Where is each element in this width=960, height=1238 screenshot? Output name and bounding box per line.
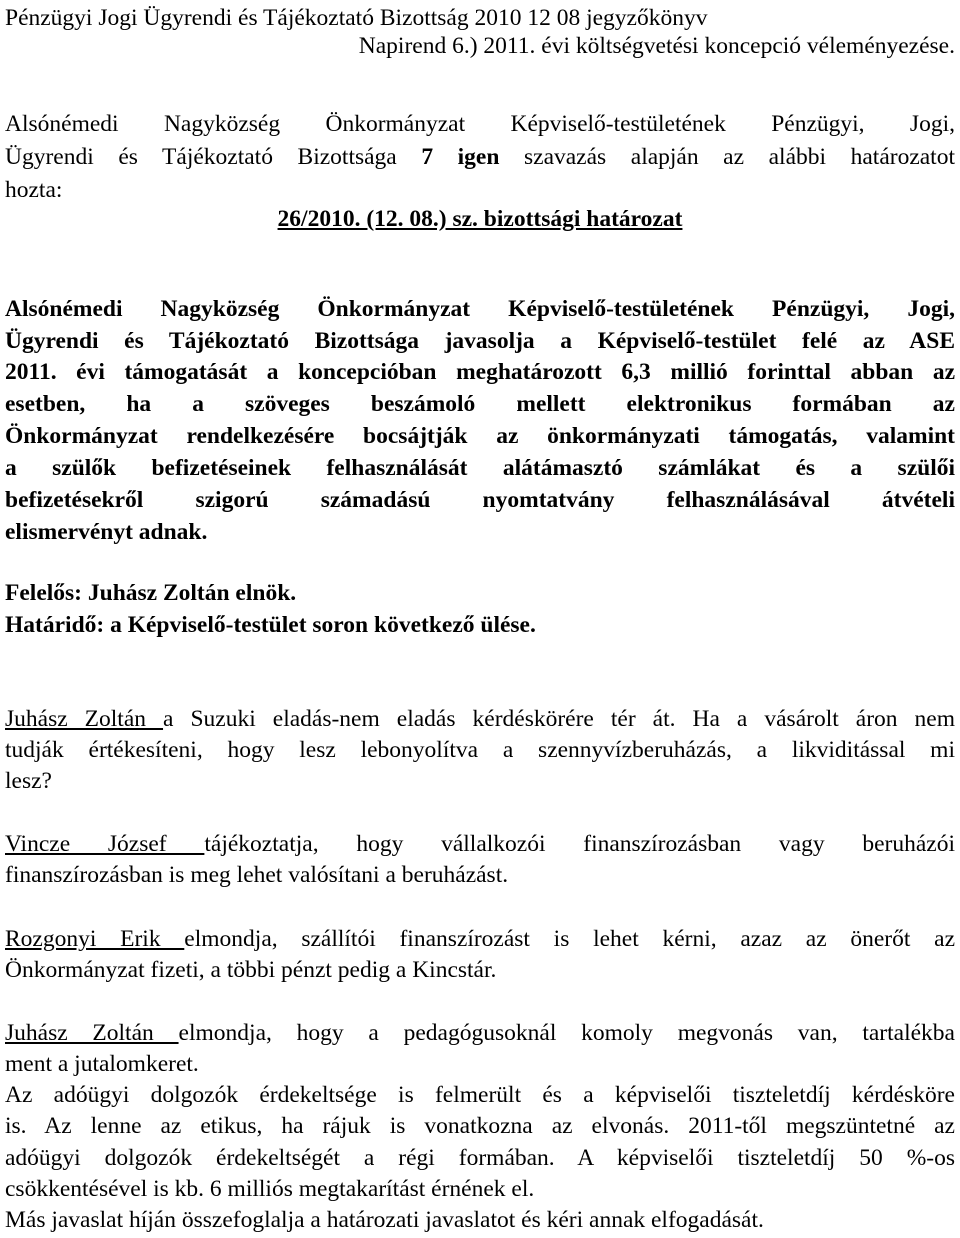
discussion-p4-line-1 — [5, 1019, 955, 1047]
speaker-name: Vincze József — [5, 831, 205, 857]
speaker-name: Juhász Zoltán — [5, 1020, 179, 1046]
intro-line-1: Alsónémedi Nagyközség Önkormányzat Képviselő-testületének Pénzügyi, Jogi, — [5, 111, 955, 137]
intro-line-3: hozta: — [5, 177, 63, 203]
resolution-line-3: 2011. évi támogatását a koncepcióban meghatározott 6,3 millió forinttal abban az — [5, 359, 955, 385]
resolution-deadline: Határidő: a Képviselő-testület soron következő ülése. — [5, 612, 536, 638]
intro-line-2-post: szavazás alapján az alábbi határozatot — [499, 144, 955, 170]
speaker-name: Rozgonyi Erik — [5, 926, 185, 952]
vote-count: 7 igen — [421, 144, 500, 170]
discussion-p5-line-3: adóügyi dolgozók érdekeltségét a régi formában. A képviselői tiszteletdíj 50 %-os — [5, 1145, 955, 1171]
discussion-p2-text: tájékoztatja, hogy vállalkozói finanszírozásban vagy beruházói — [204, 831, 956, 857]
resolution-line-5: Önkormányzat rendelkezésére bocsájtják az önkormányzati támogatás, valamint — [5, 423, 955, 449]
discussion-p5-line-2: is. Az lenne az etikus, ha rájuk is vonatkozna az elvonás. 2011-től megszüntetné az — [5, 1113, 955, 1139]
discussion-p4-text: elmondja, hogy a pedagógusoknál komoly megvonás van, tartalékba — [178, 1020, 955, 1046]
resolution-title: 26/2010. (12. 08.) sz. bizottsági határozat — [277, 206, 683, 232]
discussion-p3-line-2: Önkormányzat fizeti, a többi pénzt pedig a Kincstár. — [5, 957, 497, 983]
discussion-p4-line-2: ment a jutalomkeret. — [5, 1051, 199, 1077]
resolution-line-2: Ügyrendi és Tájékoztató Bizottsága javasolja a Képviselő-testület felé az ASE — [5, 328, 955, 354]
discussion-p5-line-4: csökkentésével is kb. 6 milliós megtakarítást érnének el. — [5, 1176, 535, 1202]
resolution-line-7: befizetésekről szigorú számadású nyomtatvány felhasználásával átvételi — [5, 487, 955, 513]
discussion-p1-line-3: lesz? — [5, 768, 52, 794]
discussion-p5-line-5: Más javaslat híján összefoglalja a határozati javaslatot és kéri annak elfogadását. — [5, 1207, 764, 1233]
discussion-p3-line-1 — [5, 925, 955, 953]
resolution-line-1: Alsónémedi Nagyközség Önkormányzat Képviselő-testületének Pénzügyi, Jogi, — [5, 296, 955, 322]
intro-line-2 — [5, 143, 955, 171]
resolution-line-6: a szülők befizetéseinek felhasználását alátámasztó számlákat és a szülői — [5, 455, 955, 481]
speaker-name: Juhász Zoltán — [5, 706, 164, 732]
discussion-p2-line-2: finanszírozásban is meg lehet valósítani a beruházást. — [5, 862, 509, 888]
intro-line-2-pre: Ügyrendi és Tájékoztató Bizottsága — [5, 144, 422, 170]
discussion-p1-text: a Suzuki eladás-nem eladás kérdéskörére tér át. Ha a vásárolt áron nem — [163, 706, 956, 732]
resolution-responsible: Felelős: Juhász Zoltán elnök. — [5, 580, 297, 606]
resolution-line-8: elismervényt adnak. — [5, 519, 208, 545]
discussion-p2-line-1 — [5, 830, 955, 858]
document-header-line-1: Pénzügyi Jogi Ügyrendi és Tájékoztató Bizottság 2010 12 08 jegyzőkönyv — [5, 5, 708, 31]
document-header-line-2: Napirend 6.) 2011. évi költségvetési koncepció véleményezése. — [358, 33, 955, 59]
discussion-p1-line-1 — [5, 705, 955, 733]
discussion-p1-line-2: tudják értékesíteni, hogy lesz lebonyolítva a szennyvízberuházás, a likviditással mi — [5, 737, 955, 763]
discussion-p3-text: elmondja, szállítói finanszírozást is lehet kérni, azaz az önerőt az — [184, 926, 955, 952]
discussion-p5-line-1: Az adóügyi dolgozók érdekeltsége is felmerült és a képviselői tiszteletdíj kérdésköre — [5, 1082, 955, 1108]
resolution-line-4: esetben, ha a szöveges beszámoló mellett elektronikus formában az — [5, 391, 955, 417]
